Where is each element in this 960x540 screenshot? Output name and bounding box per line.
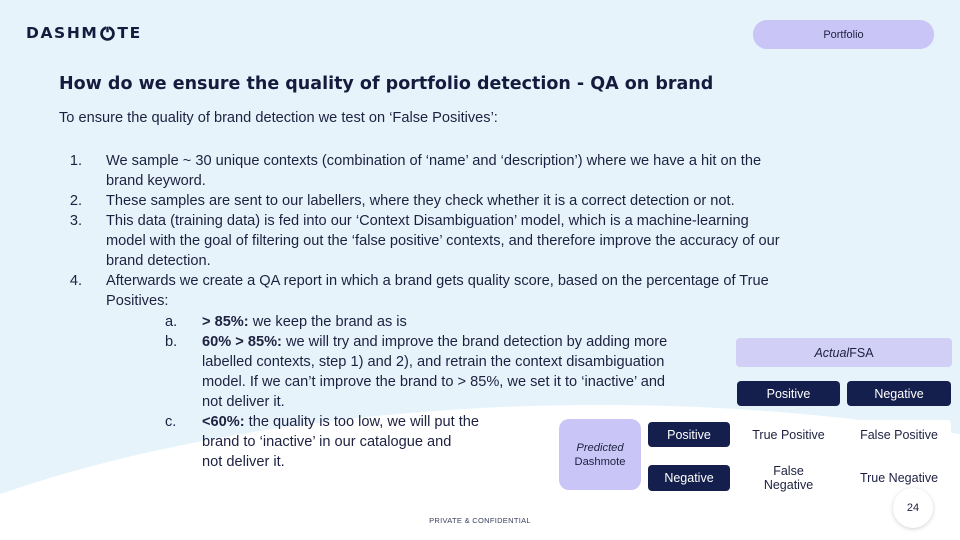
false-positive-cell: False Positive [847,420,951,449]
section-pill: Portfolio [753,20,934,49]
list-number: 4. [69,273,82,289]
logo-text-left: DASHM [26,24,99,42]
dashmote-label: Dashmote [574,455,626,468]
page-number: 24 [893,488,933,528]
sub-list-text: not deliver it. [202,454,285,470]
predicted-dashmote-header [559,419,641,490]
predicted-positive-header: Positive [648,422,730,447]
page-title: How do we ensure the quality of portfolio detection - QA on brand [59,74,714,94]
list-text: Afterwards we create a QA report in which a brand gets quality score, based on the percentage of True [106,273,769,289]
footer-confidential: PRIVATE & CONFIDENTIAL [429,516,531,525]
list-text: This data (training data) is fed into our ‘Context Disambiguation’ model, which is a machine-learning [106,213,749,229]
threshold-label: > 85%: [202,314,249,330]
sub-list-letter: b. [165,334,178,350]
list-text: brand detection. [106,253,211,269]
predicted-label: Predicted [576,441,624,454]
actual-label: Actual [814,345,850,360]
sub-list-text: we will try and improve the brand detection by adding more [281,334,668,350]
actual-negative-header: Negative [847,381,951,406]
list-number: 1. [69,153,82,169]
sub-list-letter: a. [165,314,178,330]
list-number: 2. [69,193,82,209]
intro-text: To ensure the quality of brand detection we test on ‘False Positives’: [59,110,498,126]
sub-list-text: the quality is too low, we will put the [244,414,480,430]
list-text: brand keyword. [106,173,206,189]
false-negative-line: Negative [763,478,814,492]
sub-list-text: brand to ‘inactive’ in our catalogue and [202,434,452,450]
list-text: Positives: [106,293,169,309]
true-negative-cell: True Negative [847,463,951,493]
sub-list-text: labelled contexts, step 1) and 2), and retrain the context disambiguation [202,354,665,370]
fsa-label: FSA [849,345,874,360]
list-text: model with the goal of filtering out the ‘false positive’ contexts, and therefore improve the accuracy of our [106,233,780,249]
sub-list-text: model. If we can’t improve the brand to > 85%, we set it to ‘inactive’ and [202,374,666,390]
sub-list-text: not deliver it. [202,394,285,410]
dashmote-logo [26,24,142,42]
threshold-label: <60%: [202,414,245,430]
list-text: We sample ~ 30 unique contexts (combination of ‘name’ and ‘description’) where we have a hit on the [106,153,762,169]
list-text: These samples are sent to our labellers, where they check whether it is a correct detection or not. [106,193,735,209]
logo-text-right: TE [117,24,142,42]
predicted-negative-header: Negative [648,465,730,491]
logo-o-icon [99,25,116,42]
sub-list-text: we keep the brand as is [248,314,407,330]
true-positive-cell: True Positive [737,420,840,449]
list-number: 3. [69,213,82,229]
threshold-label: 60% > 85%: [202,334,282,350]
actual-fsa-header [736,338,952,367]
sub-list-letter: c. [165,414,177,430]
false-negative-line: False [773,464,804,478]
false-negative-cell [737,463,840,493]
actual-positive-header: Positive [737,381,840,406]
